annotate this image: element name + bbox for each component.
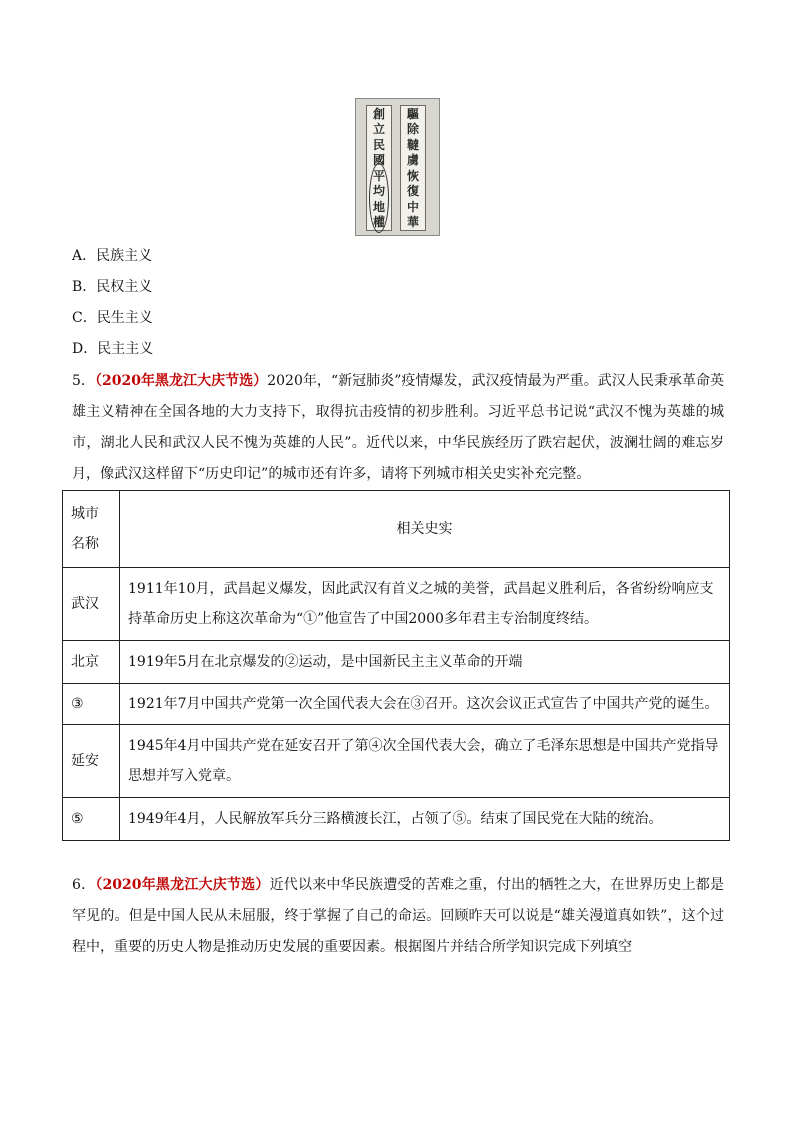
table-row (63, 684, 730, 725)
question-text: 近代以来中华民族遭受的苦难之重，付出的牺牲之大，在世界历史上都是罕见的。但是中国人民从未屈服，终于掌握了自己的命运。回顾昨天可以说是“雄关漫道真如铁”，这个过程中，重要的历史人物是推动历史发展的重要因素。根据图片并结合所学知识完成下列填空 (72, 877, 724, 955)
couplet-char: 均 (372, 184, 385, 199)
header-fact: 相关史实 (120, 491, 730, 568)
couplet-char: 權 (372, 215, 385, 230)
header-city: 城市名称 (63, 491, 120, 568)
couplet-char: 虜 (406, 153, 419, 168)
table-row (63, 641, 730, 684)
city-cell: 延安 (63, 725, 120, 798)
circled-phrase-mark (369, 163, 389, 233)
question-source: （2020年黑龙江大庆节选） (95, 877, 270, 893)
couplet-char: 民 (372, 137, 385, 152)
couplet-char: 復 (406, 184, 419, 199)
city-cell: ⑤ (63, 798, 120, 841)
couplet-char: 韃 (406, 137, 419, 152)
question-number: 6． (72, 877, 96, 893)
option-b: B．民权主义 (72, 279, 153, 295)
couplet-char: 驅 (406, 106, 419, 121)
question-6 (72, 870, 724, 963)
couplet-right-strip (400, 105, 426, 231)
couplet-char: 創 (372, 106, 385, 121)
couplet-char: 除 (406, 122, 419, 137)
couplet-char: 恢 (406, 168, 419, 183)
table-row (63, 798, 730, 841)
couplet-char: 國 (372, 153, 385, 168)
city-cell: 北京 (63, 641, 120, 684)
couplet-char: 地 (372, 199, 385, 214)
fact-cell: 1919年5月在北京爆发的②运动，是中国新民主主义革命的开端 (120, 641, 730, 684)
question-5 (72, 366, 724, 490)
question-text: 2020年，“新冠肺炎”疫情爆发，武汉疫情最为严重。武汉人民秉承革命英雄主义精神在全国各地的大力支持下，取得抗击疫情的初步胜利。习近平总书记说“武汉不愧为英雄的城市，湖北人民和武汉人民不愧为英雄的人民”。近代以来，中华民族经历了跌宕起伏，波澜壮阔的难忘岁月，像武汉这样留下“历史印记”的城市还有许多，请将下列城市相关史实补充完整。 (72, 373, 724, 482)
table-row (63, 568, 730, 641)
city-cell: ③ (63, 684, 120, 725)
couplet-char: 中 (406, 199, 419, 214)
fact-cell: 1949年4月，人民解放军兵分三路横渡长江，占领了⑤。结束了国民党在大陆的统治。 (120, 798, 730, 841)
option-a: A．民族主义 (72, 248, 153, 264)
option-c: C．民生主义 (72, 310, 153, 326)
table-row (63, 725, 730, 798)
option-d: D．民主主义 (72, 341, 154, 357)
couplet-char: 立 (372, 122, 385, 137)
couplet-char: 平 (372, 168, 385, 183)
table-header-row (63, 491, 730, 568)
city-cell: 武汉 (63, 568, 120, 641)
fact-cell: 1945年4月中国共产党在延安召开了第④次全国代表大会，确立了毛泽东思想是中国共产党指导思想并写入党章。 (120, 725, 730, 798)
fact-cell: 1921年7月中国共产党第一次全国代表大会在③召开。这次会议正式宣告了中国共产党的诞生。 (120, 684, 730, 725)
history-table (62, 490, 730, 841)
question-source: （2020年黑龙江大庆节选） (94, 373, 268, 389)
couplet-photo (355, 98, 440, 236)
fact-cell: 1911年10月，武昌起义爆发，因此武汉有首义之城的美誉，武昌起义胜利后，各省纷纷响应支持革命历史上称这次革命为“①”他宣告了中国2000多年君主专治制度终结。 (120, 568, 730, 641)
question-number: 5． (72, 373, 95, 389)
couplet-char: 華 (406, 215, 419, 230)
